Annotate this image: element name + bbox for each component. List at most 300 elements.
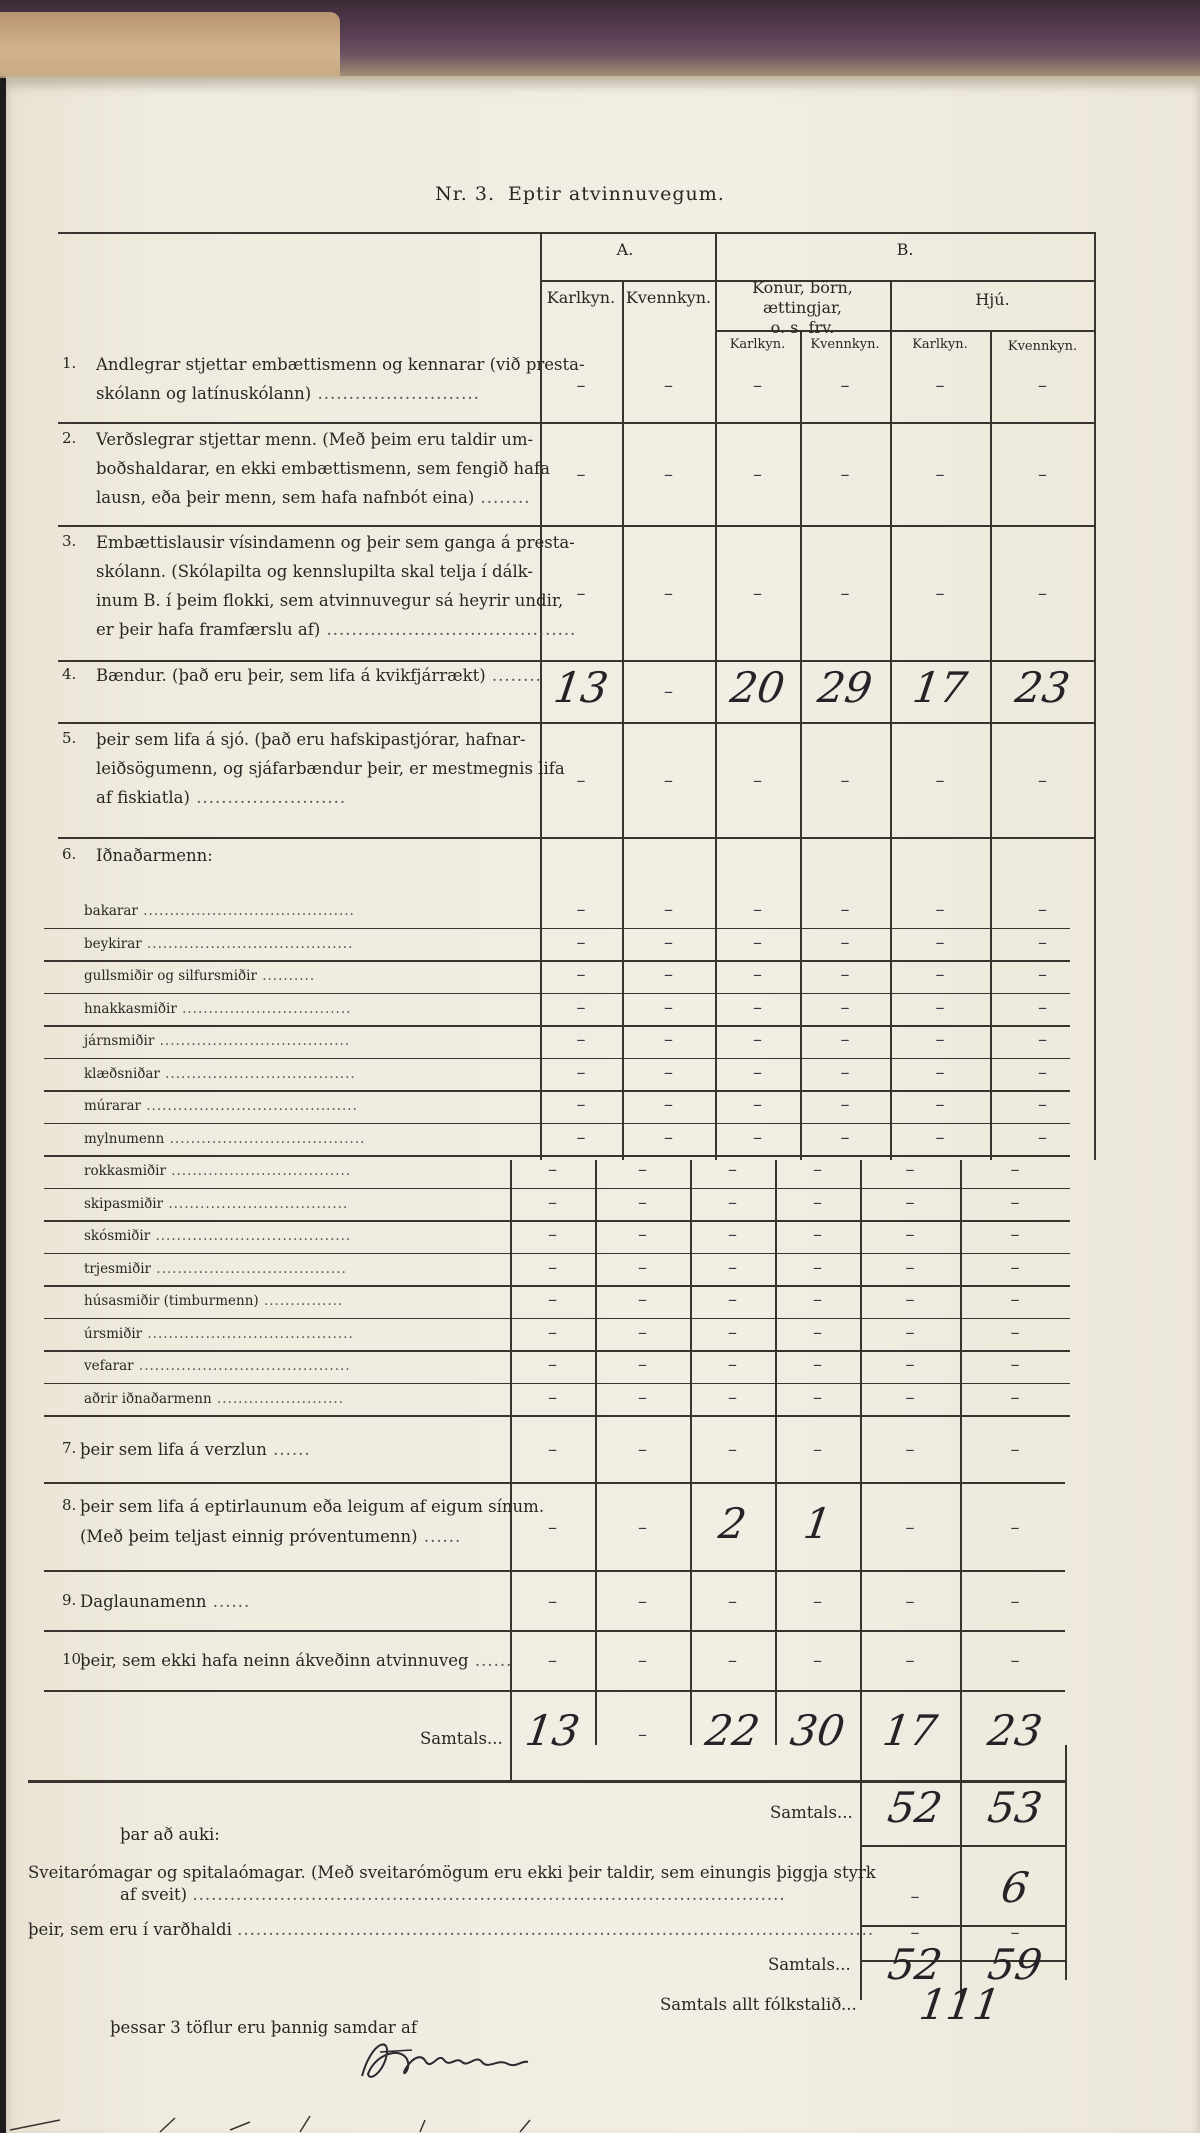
row-7-value-6: – [1010,1439,1020,1460]
vardhald-karl: – [910,1922,920,1943]
trade-5-value-4: – [840,1029,850,1051]
row-9-line [80,1589,250,1614]
row-5-line [96,785,346,810]
row-5-text: þeir sem lifa á sjó. (það eru hafskipastjórar, hafnar- [96,730,526,749]
row-1-line [96,352,585,377]
row-9-text: Daglaunamenn [80,1592,207,1611]
row-8-value-1: – [548,1517,557,1538]
trade-11-value-1: – [548,1224,557,1246]
rule-line [44,1025,1070,1027]
trade-9-value-4: – [813,1159,822,1181]
row-10-value-1: – [548,1649,557,1671]
row-2-value-5: – [935,464,945,485]
trade-name: hnakkasmiðir [84,1000,177,1017]
trade-row-label [84,932,353,957]
row-3-value-1: – [576,583,586,604]
row-2-value-4: – [840,464,850,485]
row-1-text: Andlegrar stjettar embættismenn og kennarar (við presta- [96,355,585,374]
row-3-text: skólann. (Skólapilta og kennslupilta skal telja í dálk- [96,562,534,581]
row-7-value-5: – [905,1439,915,1460]
trade-9-value-5: – [905,1159,915,1181]
leader-dots: ...... [468,1650,513,1670]
row-9-value-1: – [548,1591,557,1612]
row-3-line [96,617,576,642]
trade-12-value-6: – [1010,1256,1020,1278]
header-konur-line2: o. s. frv. [770,318,835,337]
trade-16-value-4: – [813,1386,822,1408]
leader-dots: ........................ [189,788,347,807]
trade-9-value-1: – [548,1159,557,1181]
allt-label: Samtals allt fólkstalið... [660,1995,857,2014]
samtals-value-3: 22 [702,1706,763,1755]
row-5-value-4: – [840,770,850,791]
row-5-text: af fiskiatla) [96,788,190,807]
row-3-text: inum B. í þeim flokki, sem atvinnuvegur sá heyrir undir, [96,591,564,610]
column-line [622,280,624,1160]
trade-row-label [84,1094,358,1119]
row-5-value-1: – [576,770,586,791]
trade-2-value-6: – [1038,931,1047,953]
trade-16-value-2: – [638,1386,647,1408]
trade-14-value-5: – [905,1321,915,1343]
row-2-text: boðshaldarar, en ekki embættismenn, sem fengið hafa [96,459,550,478]
trade-8-value-4: – [840,1126,850,1148]
trade-13-value-1: – [548,1289,557,1311]
row-5-text: leiðsögumenn, og sjáfarbændur þeir, er mestmegnis lifa [96,759,565,778]
trade-row-label [84,899,355,924]
header-hju-karlkyn: Karlkyn. [912,337,968,352]
trade-name: skipasmiðir [84,1195,164,1212]
row-4-value-5: 17 [909,662,971,712]
leader-dots: ........................................ [133,1358,351,1374]
trade-6-value-1: – [576,1061,586,1083]
trade-8-value-1: – [576,1126,586,1148]
trade-5-value-2: – [664,1029,673,1051]
row-8-number: 8. [62,1496,77,1514]
row-2-line [96,456,550,481]
trade-7-value-5: – [935,1094,945,1116]
trade-15-value-3: – [728,1354,737,1376]
trade-14-value-3: – [728,1321,737,1343]
rule-line [58,722,1094,724]
row-9-value-3: – [728,1591,737,1612]
par-ad-auki: þar að auki: [120,1825,220,1844]
row-7-value-1: – [548,1439,557,1460]
column-line [510,1160,512,1780]
header-konur [715,278,890,338]
trade-1-value-3: – [753,899,762,921]
trade-16-value-5: – [905,1386,915,1408]
row-7-value-2: – [638,1439,647,1460]
row-3-number: 3. [62,532,77,550]
header-a: A. [616,240,634,259]
trade-4-value-2: – [664,996,673,1018]
trade-2-value-4: – [840,931,850,953]
trade-13-value-6: – [1010,1289,1020,1311]
row-3-text: Embættislausir vísindamenn og þeir sem ganga á presta- [96,533,575,552]
trade-2-value-3: – [753,931,762,953]
trade-7-value-2: – [664,1094,673,1116]
row-10-value-5: – [905,1649,915,1671]
trade-3-value-2: – [664,964,673,986]
header-b-karlkyn: Karlkyn. [729,337,786,352]
row-10-line [80,1648,512,1673]
rule-line [44,1415,1070,1417]
leader-dots: .................................... [159,1065,356,1082]
trade-row-label [84,1387,344,1412]
trade-14-value-2: – [638,1321,647,1343]
rule-line [890,280,1094,282]
rule-line [44,1220,1070,1222]
trade-4-value-1: – [576,996,586,1018]
row-8-line [80,1494,544,1519]
rule-line [44,1383,1070,1385]
trade-12-value-3: – [728,1256,737,1278]
leader-dots: ........................................ [137,903,355,919]
rule-line [44,1570,1065,1572]
row-8-line [80,1524,461,1549]
row-3-value-5: – [935,583,945,604]
leader-dots: ............... [258,1293,344,1309]
row-3-value-6: – [1038,583,1047,604]
sveit-kvenn: 6 [998,1863,1032,1912]
leader-dots: ...... [417,1527,462,1546]
trade-row-label [84,1062,356,1087]
trade-row-label [84,964,315,989]
row-2-line [96,485,531,510]
row-9-value-4: – [813,1591,822,1612]
header-hju-kvennkyn: Kvennkyn. [1007,339,1078,354]
rule-line [890,330,1094,332]
row-5-value-5: – [935,770,945,791]
trade-15-value-5: – [905,1354,915,1376]
trade-16-value-1: – [548,1386,557,1408]
row-2-text: Verðslegrar stjettar menn. (Með þeim eru taldir um- [96,430,534,449]
trade-name: aðrir iðnaðarmenn [84,1390,212,1407]
samtals-value-1: 13 [522,1706,583,1755]
row-10-text: þeir, sem ekki hafa neinn ákveðinn atvinnuveg [80,1650,469,1670]
trade-name: járnsmiðir [84,1033,155,1049]
leader-dots: .................................. [165,1163,352,1179]
header-hju: Hjú. [975,290,1010,309]
trade-10-value-6: – [1010,1191,1020,1213]
trade-row-label [84,1354,351,1379]
trade-6-value-4: – [840,1061,850,1083]
row-7-value-3: – [728,1439,737,1460]
trade-row-label [84,1322,354,1347]
trade-2-value-5: – [935,931,945,953]
leader-dots: ..................................... [150,1228,352,1244]
row-10-number: 10. [62,1649,86,1668]
trade-name: skósmiðir [84,1228,151,1244]
column-line [960,1160,962,2000]
row-7-value-4: – [813,1439,822,1460]
rule-line [44,993,1070,995]
leader-dots: ....................................... [142,1325,354,1342]
trade-1-value-5: – [935,899,945,921]
row-5-value-2: – [664,770,673,791]
trade-3-value-1: – [576,964,586,986]
row-2-line [96,427,533,452]
rule-line [44,1090,1070,1092]
row-1-value-2: – [664,375,673,396]
row-7-line [80,1437,311,1462]
trade-7-value-4: – [840,1094,850,1116]
leader-dots: ........................................ [320,620,577,639]
row-4-number: 4. [62,665,77,683]
row-2-value-2: – [664,464,673,485]
trade-5-value-1: – [576,1029,586,1051]
row-4-value-4: 29 [814,662,876,712]
row-3-value-4: – [840,583,850,604]
row-10-value-4: – [813,1649,822,1671]
trade-15-value-2: – [638,1354,647,1376]
row-7-text: þeir sem lifa á verzlun [80,1440,267,1459]
header-b: B. [896,240,914,259]
rule-line [58,232,1094,234]
leader-dots: ....................................... [141,935,354,952]
sveit-karl: – [910,1886,920,1907]
trade-1-value-1: – [576,899,586,921]
trade-9-value-3: – [728,1159,737,1181]
leader-dots: ...... [266,1440,311,1459]
trade-3-value-5: – [935,964,945,986]
trade-4-value-4: – [840,996,850,1018]
trade-11-value-6: – [1010,1224,1020,1246]
rule-line [44,1630,1065,1632]
trade-13-value-5: – [905,1289,915,1311]
trade-row-label [84,1159,351,1184]
trade-12-value-1: – [548,1256,557,1278]
trade-13-value-4: – [813,1289,822,1311]
row-9-value-5: – [905,1591,915,1612]
summary-samtals1-kvenn: 53 [984,1783,1046,1832]
trade-14-value-1: – [548,1321,557,1343]
rule-line [44,1690,1065,1692]
trade-14-value-4: – [813,1321,822,1343]
row-4-value-6: 23 [1012,662,1073,712]
summary-samtals2-karl: 52 [884,1940,946,1989]
summary-samtals2-kvenn: 59 [984,1940,1046,1989]
column-line [890,280,892,1160]
trade-14-value-6: – [1010,1321,1020,1343]
rule-line [44,1058,1070,1060]
trade-11-value-5: – [905,1224,915,1246]
trade-11-value-4: – [813,1224,822,1246]
trade-5-value-3: – [753,1029,762,1051]
trade-name: vefarar [84,1358,134,1374]
row-5-line [96,756,565,781]
rule-line [58,837,1094,839]
rule-line [860,1845,1065,1847]
sveitaromagar-line1: Sveitarómagar og spitalaómagar. (Með sveitarómögum eru ekki þeir taldir, sem einungis þiggja styrk [28,1863,876,1882]
row-3-line [96,559,533,584]
row-8-value-4: 1 [800,1499,835,1548]
leader-dots: .................................. [163,1195,349,1212]
row-10-value-6: – [1010,1649,1020,1671]
row-1-value-4: – [840,375,850,396]
trade-12-value-2: – [638,1256,647,1278]
row-1-line [96,381,480,406]
trade-12-value-5: – [905,1256,915,1278]
signature [352,2032,532,2088]
leader-dots: ........ [485,666,542,685]
summary-samtals1-karl: 52 [884,1783,946,1832]
row-5-value-6: – [1038,770,1047,791]
trade-16-value-6: – [1010,1386,1020,1408]
trade-6-value-3: – [753,1061,762,1083]
trade-6-value-5: – [935,1061,945,1083]
row-9-number: 9. [62,1591,77,1609]
trade-7-value-1: – [576,1094,586,1116]
trade-4-value-6: – [1038,996,1047,1018]
trade-3-value-4: – [840,964,850,986]
trade-1-value-6: – [1038,899,1047,921]
trade-13-value-2: – [638,1289,647,1311]
leader-dots: ........ [474,488,531,507]
trade-row-label [84,1257,347,1282]
leader-dots: .................................... [154,1033,351,1049]
row-8-value-5: – [905,1517,915,1538]
row-4-value-2: – [664,680,673,702]
rule-line [44,1155,1070,1157]
rule-line [44,1253,1070,1255]
trade-8-value-6: – [1038,1126,1047,1148]
trade-8-value-5: – [935,1126,945,1148]
row-8-text: (Með þeim teljast einnig próventumenn) [80,1527,418,1546]
trade-row-label [84,1192,348,1217]
row-8-value-6: – [1010,1517,1020,1538]
title-number: Nr. 3. [435,183,495,205]
trade-10-value-4: – [813,1191,822,1213]
trade-1-value-4: – [840,899,850,921]
trade-10-value-1: – [548,1191,557,1213]
row-4-value-3: 20 [727,662,788,712]
row-1-value-5: – [935,375,945,396]
rule-line [58,525,1094,527]
row-4-line [96,663,542,688]
trade-name: gullsmiðir og silfursmiðir [84,968,257,984]
trade-11-value-2: – [638,1224,647,1246]
trade-13-value-3: – [728,1289,737,1311]
trade-16-value-3: – [728,1386,737,1408]
trade-3-value-6: – [1038,964,1047,986]
trade-name: múrarar [84,1098,141,1114]
trade-name: klæðsniðar [84,1065,160,1082]
row-1-value-6: – [1038,375,1047,396]
rule-line [44,1350,1070,1352]
allt-total: 111 [916,1980,1004,2029]
row-9-value-6: – [1010,1591,1020,1612]
trade-15-value-6: – [1010,1354,1020,1376]
leader-dots: ................................ [176,1000,352,1017]
row-3-value-3: – [753,583,762,604]
samtals-label: Samtals... [420,1729,503,1748]
header-a-kvennkyn: Kvennkyn. [625,288,712,307]
row-4-text: Bændur. (það eru þeir, sem lifa á kvikfjárrækt) [96,666,486,685]
leader-dots: .................................... [151,1260,347,1277]
bottom-edge-marks [0,2108,1200,2133]
samtals-value-4: 30 [787,1706,848,1755]
trade-9-value-6: – [1010,1159,1020,1181]
row-1-value-1: – [576,375,586,396]
trade-10-value-3: – [728,1191,737,1213]
row-6-text: Iðnaðarmenn: [96,846,213,865]
rule-line [44,1482,1065,1484]
row-7-number: 7. [62,1439,77,1457]
row-6-number: 6. [62,845,77,863]
trade-name: bakarar [84,903,138,919]
row-9-value-2: – [638,1591,647,1612]
row-8-text: þeir sem lifa á eptirlaunum eða leigum af eigum sínum. [80,1497,545,1516]
trade-8-value-3: – [753,1126,762,1148]
leader-dots: ..................................... [164,1130,366,1147]
trade-8-value-2: – [664,1126,673,1148]
trade-1-value-2: – [664,899,673,921]
trade-4-value-5: – [935,996,945,1018]
row-3-line [96,588,563,613]
row-2-value-6: – [1038,464,1047,485]
row-10-value-3: – [728,1649,737,1671]
leader-dots: ........................ [211,1390,344,1407]
header-b-kvennkyn: Kvennkyn. [810,337,880,352]
row-2-number: 2. [62,429,77,447]
trade-2-value-1: – [576,931,586,953]
trade-4-value-3: – [753,996,762,1018]
trade-11-value-3: – [728,1224,737,1246]
samtals-value-6: 23 [984,1706,1046,1755]
trade-name: húsasmiðir (timburmenn) [84,1293,259,1309]
trade-name: mylnumenn [84,1130,165,1147]
header-konur-line1: Konur, börn, ættingjar, [752,278,853,317]
rule-line [44,928,1070,930]
footer-text: þessar 3 töflur eru þannig samdar af [110,2018,417,2037]
row-1-value-3: – [753,375,762,396]
samtals-value-2: – [638,1724,647,1745]
trade-15-value-4: – [813,1354,822,1376]
sveitaromagar-line2: af sveit) ............................................................................................... [120,1885,786,1904]
trade-name: rokkasmiðir [84,1163,166,1179]
trade-5-value-5: – [935,1029,945,1051]
table-title [0,183,1160,205]
binding-corner [0,12,340,76]
rule-line [44,1318,1070,1320]
trade-row-label [84,997,351,1022]
trade-row-label [84,1029,350,1054]
samtals-value-5: 17 [879,1706,941,1755]
rule-line [44,960,1070,962]
row-4-value-1: 13 [550,662,612,712]
trade-7-value-3: – [753,1094,762,1116]
row-3-value-2: – [664,583,673,604]
trade-15-value-1: – [548,1354,557,1376]
leader-dots: .......... [256,968,316,984]
header-a-karlkyn: Karlkyn. [546,288,616,307]
row-10-value-2: – [638,1649,647,1671]
trade-name: trjesmiðir [84,1260,151,1277]
leader-dots: ...... [206,1592,251,1611]
rule-line [44,1188,1070,1190]
row-6-line [96,843,213,868]
trade-7-value-6: – [1038,1094,1047,1116]
row-8-value-2: – [638,1517,647,1538]
trade-9-value-2: – [638,1159,647,1181]
row-2-value-3: – [753,464,762,485]
trade-name: beykirar [84,935,142,952]
row-5-number: 5. [62,729,77,747]
trade-row-label [84,1127,365,1152]
trade-row-label [84,1224,351,1249]
